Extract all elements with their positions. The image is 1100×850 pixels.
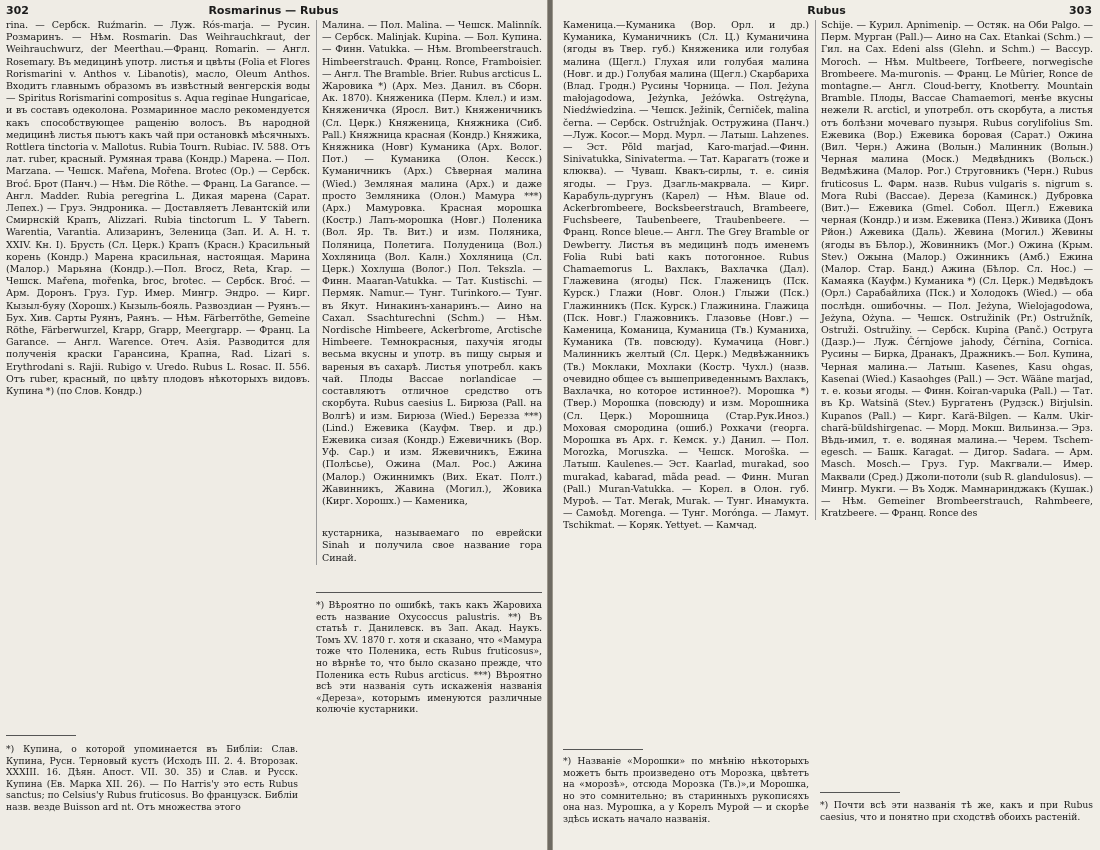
running-title: Rubus (807, 4, 846, 17)
text-column-2 (815, 20, 1093, 520)
page-header (0, 2, 547, 20)
column-text: Каменица.—Куманика (Вор. Орл. и др.) Куманика, Куманичникъ (Сл. Ц.) Куманичина (ягоды въ Твер. губ.) Княженика или голубая малина (Щегл.) Глухая или голубая малина (Новг. и др.) Голубая малина (Щегл.) Скарбариха (Влад. Гродн.) Русины Чорница. — Пол. Jeżyna małojagodowa, Jeżynka, Jeżówka. Ostrężyna, Niedźwiedzina. — Чешск. Ježinik, Černiček, malina černa. — Сербск. Ostružnjak. Остружина (Панч.)—Луж. Kocor.— Морд. Мурл. — Латыш. Lahzenes. — Эст. Põld marjad, Karo-marjad.—Финн. Sinivatukka, Sinivaterma. — Тат. Карагатъ (тоже и клюква). — Чуваш. Квакъ-сирлы, т. е. синія ягоды. — Груз. Дзагль-макрвала. — Кирг. Карабуль-дургунъ (Карел) — Нѣм. Blaue od. Ackerbrombeere, Bocksbeerstrauch, Brambeere, Fuchsbeere, Taubenbeere, Traubenbeere. — Франц. Ronce bleue.— Англ. The Grey Bramble or Dewberry. Листья въ медицинѣ подъ именемъ Folia Rubi bati какъ потогонное. Rubus Chamaemorus L. Вахлакъ, Вахлачка (Дал). Глажевина (ягоды) Пск. Глаженицъ (Пск. Курск.) Глажи (Новг. Олон.) Глыжи (Пск.) Глажинникъ (Пск. Курск.) Глажинина. Глажица (Пск. Новг.) Глажовникъ. Глазовье (Новг.) — Каменица, Команица, Куманица (Тв.) Куманиха, Куманика (Тв. повсюду). Кумачица (Новг.) Малинникъ желтый (Сл. Церк.) Медвѣжанникъ (Тв.) Моклаки, Мохлаки (Костр. Чухл.) (назв. очевидно общее съ вышеприведеннымъ Вахлакъ, Вахлачка, но которое истинное?). Морошка *) (Твер.) Морошка (повсюду) и изм. Морошника (Сл. Церк.) Морошница (Стар.Рук.Иноз.) Моховая смородина (ошиб.) Рохкачи (георга. Морошка въ Арх. г. Кемск. у.) Данил. — Пол. Morozka, Moruszka. — Чешск. Moroška. — Латыш. Kaulenes.— Эст. Kaarlad, murakad, soo murakad, kabarad, mãda pead. — Финн. Muran (Pall.) Muran-Vatukka. — Корел. в Олон. губ. Муроѣ. — Тат. Merak, Murak. — Тунг. Инамукта. — Самоѣд. Morengа. — Тунг. Morónga. — Ламут. Tschikmat. — Коряк. Yettyet. — Камчад. (563, 20, 809, 532)
text-column-1 (563, 20, 809, 533)
right-page (552, 0, 1100, 850)
footnote: *) Купина, о которой упоминается въ Библіи: Слав. Купина, Русн. Терновый кустъ (Исходъ III. 2. 4. Второзак. XXXIII. 16. Дѣян. Апост. VII. 30. 35) и Слав. и Русск. Купина (Ев. Марка XII. 26). — По Harris'у это есть Rubus sanctus; по Celsius'у Rubus fruticosus. Во французск. Библіи назв. везде Buisson ard nt. Отъ множества этого (6, 744, 298, 813)
text-column-2 (316, 20, 542, 565)
column-text: rina. — Сербск. Ruźmarin. — Луж. Rós-marja. — Русин. Розмаринъ. — Нѣм. Rosmarin. Das Weihrauchkraut, der Weihrauchwurz, der Meerthau.—Франц. Romarin. — Англ. Rosemary. Въ медицинѣ употр. листья и цвѣты (Folia et Flores Rorismarini v. Anthos v. Libanotis), масло, Oleum Anthos. Входитъ главнымъ образомъ въ извѣстный венгерскія воды — Spiritus Rorismarini compositus s. Aqua reginae Hungaricae, и въ составъ одеколона. Розмаринное масло рекомендуется какъ способствующее ращенію волосъ. Въ народной медицинѣ листья пьютъ какъ чай при остановкѣ мѣсячныхъ. Rottlera tinctoria v. Mallotus. Rubia Tourn. Rubiac. IV. 588. Отъ лат. ruber, красный. Румяная трава (Кондр.) Марена. — Пол. Marzana. — Чешск. Mařena, Mořena. Brotec (Op.) — Сербск. Broć. Брот (Панч.) — Нѣм. Die Röthe. — Франц. La Garance. — Англ. Madder. Rubia peregrina L. Дикая марена (Сарат. Лепех.) — Груз. Эндроника. — Доставляетъ Левантскій или Смирнскій Крапъ, Alizzari. Rubia tinctorum L. У Tabern. Warentia, Varantia. Ализаринъ, Зеленица (Зап. И. А. Н. т. XXIV. Кн. I). Брусть (Сл. Церк.) Крапъ (Красн.) Красильный корень (Кондр.) Марена красильная, настоящая. Марина (Малор.) Марьяна (Кондр.).—Пол. Brocz, Reta, Krap. — Чешск. Mařena, mořenka, broc, brotec. — Сербск. Broć. — Арм. Доронъ. Груз. Гур. Имер. Мингр. Эндро. — Кирг. Кызыл-буяу (Хорошх.) Кызыль-бояль. Развоздиан — Руянъ.— Бух. Хив. Сарты Руянъ, Раянъ. — Нѣм. Färberröthe, Gemeine Röthe, Färberwurzel, Krapp, Grapp, Meergrapp. — Франц. La Garance. — Англ. Warence. Отеч. Азія. Разводится для полученія краски Гарансина, Крапна, Rad. Lizari s. Erythrodani s. Rajii. Rubigo v. Uredo. Rubus L. Rosac. II. 556. Отъ ruber, красный, по цвѣту плодовъ нѣкоторыхъ видовъ. Купина *) (по Слов. Кондр.) (6, 20, 310, 398)
footnote-divider (563, 749, 643, 750)
footnote: *) Вѣроятно по ошибкѣ, такъ какъ Жаровиха есть название Oxycoccus palustris. **) Въ статьѣ г. Данилевск. въ Зап. Акад. Наукъ. Томъ XV. 1870 г. хотя и сказано, что «Мамура тоже что Поленика, есть Rubus fruticosus», но вѣрнѣе то, что было сказано прежде, что Поленика есть Rubus arcticus. ***) Вѣроятно всѣ эти названія суть искаженія названія «Дереза», которымъ именуются различные колючіе кустарники. (316, 600, 542, 716)
column-text: Schije. — Курил. Apnimenip. — Остяк. на Оби Palgo. — Перм. Мурган (Pall.)— Аино на Сах. Etankai (Schm.) — Гил. на Сах. Edeni alss (Glehn. и Schm.) — Вассур. Moroch. — Нѣм. Multbeere, Torfbeere, norwegische Brombeere. Ma-muronis. — Франц. Le Mûrier, Ronce de montagne.— Англ. Cloud-berry, Knotberry. Mountain Bramble. Плоды, Baccae Chamaemori, менѣе вкусны нежели R. arcticl, и употребл. отъ скорбута, а листья отъ болѣзни мочеваго пузыря. Rubus corylifolius Sm. Ежевика (Вор.) Ежевика боровая (Сарат.) Ожина (Вил. Черн.) Ажина (Волын.) Малинник (Волын.) Черная малина (Моск.) Медвѣдникъ (Вольск.) Ведмѣжина (Малор. Рог.) Струговникъ (Черн.) Rubus fruticosus L. Фарм. назв. Rubus vulgaris s. nigrum s. Mora Rubi (Вассае). Дереза (Каминск.) Дубровка (Вит.)— Ежевика (Gmel. Собол. Щегл.) Ежевика черная (Кондр.) и изм. Ежевика (Пенз.) Живика (Донъ Рйон.) Ажевика (Даль). Жевина (Могил.) Жевины (ягоды въ Бѣлор.), Жовинникъ (Мог.) Ожина (Крым. Stev.) Ожына (Малор.) Ожинникъ (Амб.) Ежина (Малор. Стар. Банд.) Ажина (Бѣлор. Сл. Нос.) — Камаяка (Кауфм.) Куманика *) (Сл. Церк.) Медвѣдокъ (Орл.) Сарабайлиха (Пск.) и Холодокъ (Wied.) — оба послѣдн. ошибочны. — Пол. Jeżyna, Wielojagodowa, Jeżyna, Ożyna. — Чешск. Ostružinik (Pr.) Ostružník, Ostruži. Ostružiny. — Сербск. Kupina (Panč.) Оструга (Дазр.)— Луж. Čérnjowe jahody, Čérnina, Cornica. Русины — Бирка, Дранакъ, Дражникъ.— Бол. Купина, Черная малина.— Латыш. Kasenes, Kasu ohgas, Kasenai (Wied.) Kasaohges (Pall.) — Эст. Wääne marjad, т. е. козьи ягоды. — Финн. Koiran-vapuka (Pall.) — Тат. въ Кр. Watsinä (Stev.) Бургатенъ (Рудзск.) Birjulsin. Kupanos (Pall.) — Кирг. Karä-Bilgen. — Калм. Ukir-charä-büldshirgenac. — Морд. Мокш. Вильинза.— Эрз. Вѣдь-имил, т. е. водяная малина.— Черем. Tschem-egesch. — Башк. Karagat. — Дигор. Sadara. — Арм. Masch. Mosch.— Груз. Гур. Макгвали.— Имер. Маквали (Сред.) Джоли-потоли (sub R. glandulosus). — Мингр. Мукги. — Въ Ходж. Мамнаринджакъ (Кушак.) — Нѣм. Gemeiner Brombeerstrauch, Rahmbeere, Kratzbeere. — Франц. Ronce des (821, 20, 1093, 520)
text-column-1 (6, 20, 310, 398)
footnote-divider (6, 735, 76, 736)
column-tail-text: кустарника, называемаго по еврейски Sinah и получила свое название гора Синай. (322, 528, 542, 564)
footnote: *) Названіе «Морошки» по мнѣнію нѣкоторыхъ можетъ быть произведено отъ Морозка, цвѣтетъ на «морозѣ», отсюда Морозка (Тв.)»,и Морошка, но это сомнительно; въ старинныхъ рукописяхъ она наз. Мурошка, а у Корелъ Мурой — и скорѣе здѣсь искать начало названія. (563, 756, 809, 825)
column-text: Малина. — Пол. Malina. — Чешск. Malinník. — Сербск. Malinjak. Kupina. — Бол. Купина. — Финн. Vatukka. — Нѣм. Brombeerstrauch. Himbeerstrauch. Франц. Ronce, Framboisier.— Англ. The Bramble. Brier. Rubus arcticus L. Жаровика *) (Арх. Мез. Данил. въ Сборн. Ак. 1870). Княженика (Перм. Клел.) и изм. Княженичка (Яросл. Вит.) Княженичникъ (Сл. Церк.) Княженица, Княжника (Сиб. Pall.) Княжница красная (Кондр.) Княжика, Княжника (Новг) Куманика (Арх. Волог. Пот.) — Куманика (Олон. Кесск.) Куманичникъ (Арх.) Сѣверная малина (Wied.) Земляная малина (Арх.) и даже просто Земляника (Олон.) Мамура ***) (Арх.) Мамуровка. Красная морошка (Костр.) Лапъ-морошка (Новг.) Поленика (Вол. Яр. Тв. Вит.) и изм. Поляника, Поляница, Полетига. Полуденица (Вол.) Хохляница (Вол. Калн.) Хохляница (Сл. Церк.) Хохлуша (Волог.) Пол. Tekszla. — Финн. Maaran-Vatukka. — Тат. Kustischi. — Пермяк. Namur.— Тунг. Turinkoro.— Тунг. въ Якут. Нинакинъ-ханаринъ.— Аино на Сахал. Ssachturechni (Schm.) — Нѣм. Nordische Himbeere, Ackerbrome, Arctische Himbeere. Темнокрасныя, пахучія ягоды весьма вкусны и употр. въ пищу сырыя и вареныя въ сахарѣ. Листья употребл. какъ чай. Плоды Baccae norlandicae — составляютъ отличное средство отъ скорбута. Rubus caesius L. Бирюза (Pall. на Волгѣ) и изм. Бирюза (Wied.) Березза ***) (Lind.) Ежевика (Кауфм. Твер. и др.) Ежевика сизая (Кондр.) Ежевичникъ (Вор. Уф. Сар.) и изм. Яжевичникъ, Ежина (Полѣсье), Ожина (Мал. Рос.) Ажина (Малор.) Ожиннимкъ (Вих. Екат. Полт.) Жавинникъ, Жавина (Могил.), Жовика (Кирг. Хорошх.) — Каменика, (322, 20, 542, 507)
footnote: *) Почти всѣ эти названія тѣ же, какъ и при Rubus caesius, что и понятно при сходствѣ обоихъ растеній. (820, 800, 1093, 823)
footnote-divider (316, 592, 542, 593)
footnote-divider (820, 792, 900, 793)
running-title: Rosmarinus — Rubus (208, 4, 339, 17)
page-number: 302 (6, 4, 29, 17)
left-page (0, 0, 548, 850)
page-header (553, 2, 1100, 20)
page-number: 303 (1069, 4, 1092, 17)
